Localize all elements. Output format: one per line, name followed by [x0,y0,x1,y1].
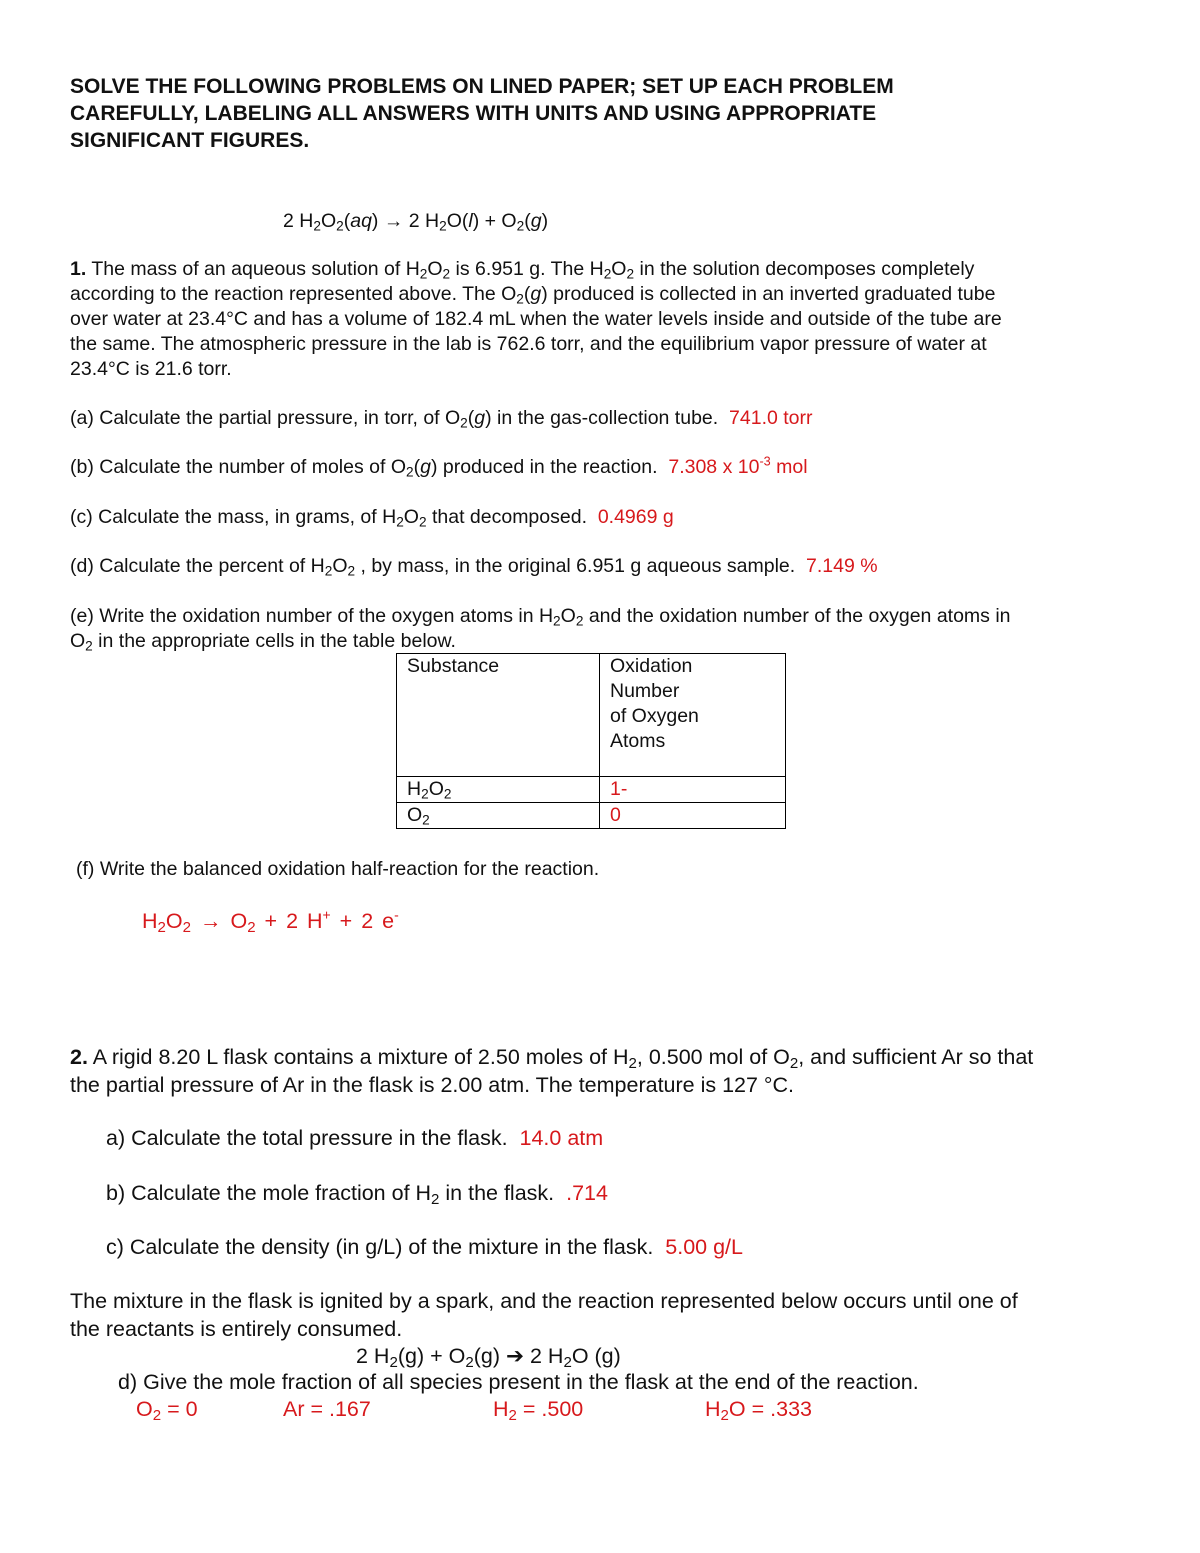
problem-1-line-4: the same. The atmospheric pressure in the lab is 762.6 torr, and the equilibrium vapor pressure of water at [70,333,987,355]
answer-1d: 7.149 % [806,555,878,577]
question-1b: (b) Calculate the number of moles of $O_2(g)$ produced in the reaction. 7.308 x $10^{-3}$ mol [70,454,808,480]
answer-1b: 7.308 x $10^{-3}$ mol [668,454,808,478]
reaction-equation-1: 2 $H_2O_2(aq) \to 2$ $H_2O(l) + O_2(g)$ [283,210,549,234]
question-1d: (d) Calculate the percent of $H_2O_2$ , by mass, in the original 6.951 g aqueous sample. 7.149 % [70,555,878,579]
table-header-oxidation: Oxidation Number of Oxygen Atoms [600,654,786,777]
answer-1a: 741.0 torr [729,407,813,429]
problem-number: 1. [70,258,87,280]
problem-1-statement [70,257,1002,382]
answer-2d-o2: $O_2 = 0$ [136,1397,198,1424]
instructions-header [70,73,894,154]
question-1c: (c) Calculate the mass, in grams, of $H_2O_2$ that decomposed. 0.4969 g [70,506,674,530]
problem-2-line-1: 2. A rigid 8.20 L flask contains a mixture of 2.50 moles of $H_2$, 0.500 mol of $O_2$, and sufficient Ar so that [70,1045,1034,1072]
question-2d: d) Give the mole fraction of all species present in the flask at the end of the reaction. [118,1370,919,1394]
problem-1-line-5: 23.4°C is 21.6 torr. [70,358,232,380]
answer-2b: .714 [566,1181,608,1205]
answer-2a: 14.0 atm [519,1126,604,1150]
problem-number: 2. [70,1045,88,1069]
table-cell-oxidation-answer: 1- [600,777,786,803]
table-row [397,803,786,829]
question-2a: a) Calculate the total pressure in the flask. 14.0 atm [106,1126,604,1150]
problem-1-line-1: 1. The mass of an aqueous solution of $H_2O_2$ is 6.951 g. The $H_2O_2$ in the solution decomposes completely [70,258,975,282]
answer-2d-h2o: $H_2O = .333$ [705,1397,812,1424]
problem-2-line-2: the partial pressure of Ar in the flask is 2.00 atm. The temperature is 127 °C. [70,1073,795,1097]
problem-1-line-3: over water at 23.4°C and has a volume of 182.4 mL when the water levels inside and outside of the tube are [70,308,1002,330]
answer-2c: 5.00 g/L [665,1235,743,1259]
problem-1-line-2: according to the reaction represented above. The $O_2(g)$ produced is collected in an inverted graduated tube [70,283,996,307]
answer-1c: 0.4969 g [597,506,674,528]
problem-2-statement [70,1043,1033,1099]
question-1f: (f) Write the balanced oxidation half-reaction for the reaction. [76,858,600,880]
question-1e: (e) Write the oxidation number of the oxygen atoms in $H_2O_2$ and the oxidation number of the oxygen atoms in $O_2$ in the appropriate cells in the table below. [70,605,1011,654]
answer-2d-h2: $H_2 = .500$ [493,1397,584,1424]
table-header-row [397,654,786,777]
table-cell-oxidation-answer: 0 [600,803,786,829]
answer-2d-ar: Ar = .167 [283,1397,371,1421]
question-2c: c) Calculate the density (in g/L) of the mixture in the flask. 5.00 g/L [106,1235,743,1259]
header-line-1: SOLVE THE FOLLOWING PROBLEMS ON LINED PAPER; SET UP EACH PROBLEM [70,75,894,98]
reaction-equation-2: 2 $H_2(g) + O_2(g)$ ➔ 2 $H_2O$ (g) [356,1344,621,1371]
header-line-3: SIGNIFICANT FIGURES. [70,129,310,152]
table-header-substance: Substance [397,654,600,777]
question-1a: (a) Calculate the partial pressure, in torr, of $O_2(g)$ in the gas-collection tube. 741.0 torr [70,407,813,431]
table-cell-substance: $O_2$ [397,803,600,829]
answer-1f-half-reaction: $H_2O_2 \to O_2 + 2$ H+ + 2 e- [142,906,399,936]
header-line-2: CAREFULLY, LABELING ALL ANSWERS WITH UNITS AND USING APPROPRIATE [70,102,877,125]
question-2b: b) Calculate the mole fraction of $H_2$ in the flask. .714 [106,1181,608,1208]
oxidation-number-table [396,653,786,829]
table-cell-substance: $H_2O_2$ [397,777,600,803]
mixture-statement: The mixture in the flask is ignited by a spark, and the reaction represented below occurs until one of the reactants is entirely consumed. [70,1289,1018,1341]
table-row [397,777,786,803]
